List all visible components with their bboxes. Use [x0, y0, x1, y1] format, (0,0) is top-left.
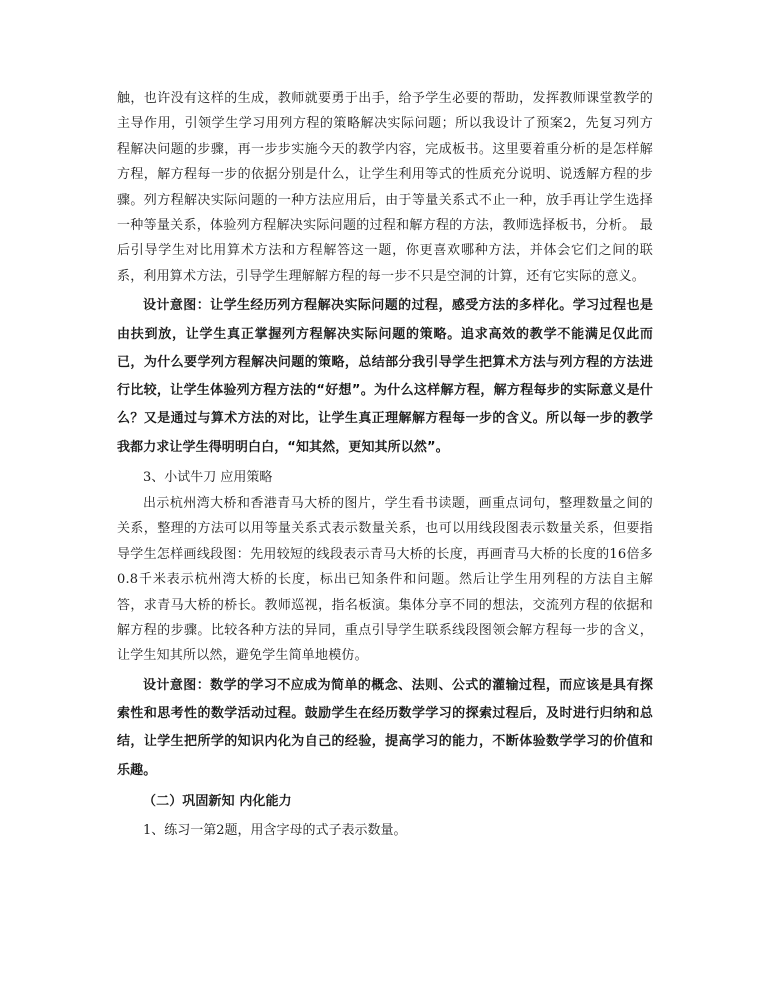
section-heading: 3、小试牛刀 应用策略	[143, 470, 273, 486]
section-heading: （二）巩固新知 内化能力	[143, 794, 292, 810]
design-intent-paragraph: 设计意图：数学的学习不应成为简单的概念、法则、公式的灌输过程，而应该是具有探索性和思考性的数学活动过程。鼓励学生在经历数学学习的探索过程后，及时进行归纳和总结，让学生把所学的知识内化为自己的经验，提高学习的能力，不断体验数学学习的价值和乐趣。	[117, 677, 653, 778]
design-intent-paragraph: 设计意图：让学生经历列方程解决实际问题的过程，感受方法的多样化。学习过程也是由扶到放，让学生真正掌握列方程解决实际问题的策略。追求高效的教学不能满足仅此而已，为什么要学列方程解决问题的策略，总结部分我引导学生把算术方法与列方程的方法进行比较，让学生体验列方程方法的“好想”。为什么这样解方程，解方程每步的实际意义是什么？又是通过与算术方法的对比，让学生真正理解解方程每一步的含义。所以每一步的教学我都力求让学生得明明白白，“知其然，更知其所以然”。	[117, 298, 653, 455]
body-paragraph: 出示杭州湾大桥和香港青马大桥的图片，学生看书读题，画重点词句，整理数量之间的关系，整理的方法可以用等量关系式表示数量关系，也可以用线段图表示数量关系，但要指导学生怎样画线段图：先用较短的线段表示青马大桥的长度，再画青马大桥的长度的16倍多0.8千米表示杭州湾大桥的长度，标出已知条件和问题。然后让学生用列程的方法自主解答，求青马大桥的桥长。教师巡视，指名板演。集体分享不同的想法，交流列方程的依据和解方程的步骤。比较各种方法的异同，重点引导学生联系线段图领会解方程每一步的含义，让学生知其所以然，避免学生简单地模仿。	[117, 496, 653, 664]
exercise-item: 1、练习一第2题，用含字母的式子表示数量。	[143, 823, 407, 839]
body-paragraph: 触，也许没有这样的生成，教师就要勇于出手，给予学生必要的帮助，发挥教师课堂教学的主导作用，引领学生学习用列方程的策略解决实际问题；所以我设计了预案2，先复习列方程解决问题的步骤，再一步步实施今天的教学内容，完成板书。这里要着重分析的是怎样解方程，解方程每一步的依据分别是什么，让学生利用等式的性质充分说明、说透解方程的步骤。列方程解决实际问题的一种方法应用后，由于等量关系式不止一种，放手再让学生选择一种等量关系，体验列方程解决实际问题的过程和解方程的方法，教师选择板书，分析。 最后引导学生对比用算术方法和方程解答这一题，你更喜欢哪种方法，并体会它们之间的联系，利用算术方法，引导学生理解解方程的每一步不只是空洞的计算，还有它实际的意义。	[117, 91, 653, 284]
